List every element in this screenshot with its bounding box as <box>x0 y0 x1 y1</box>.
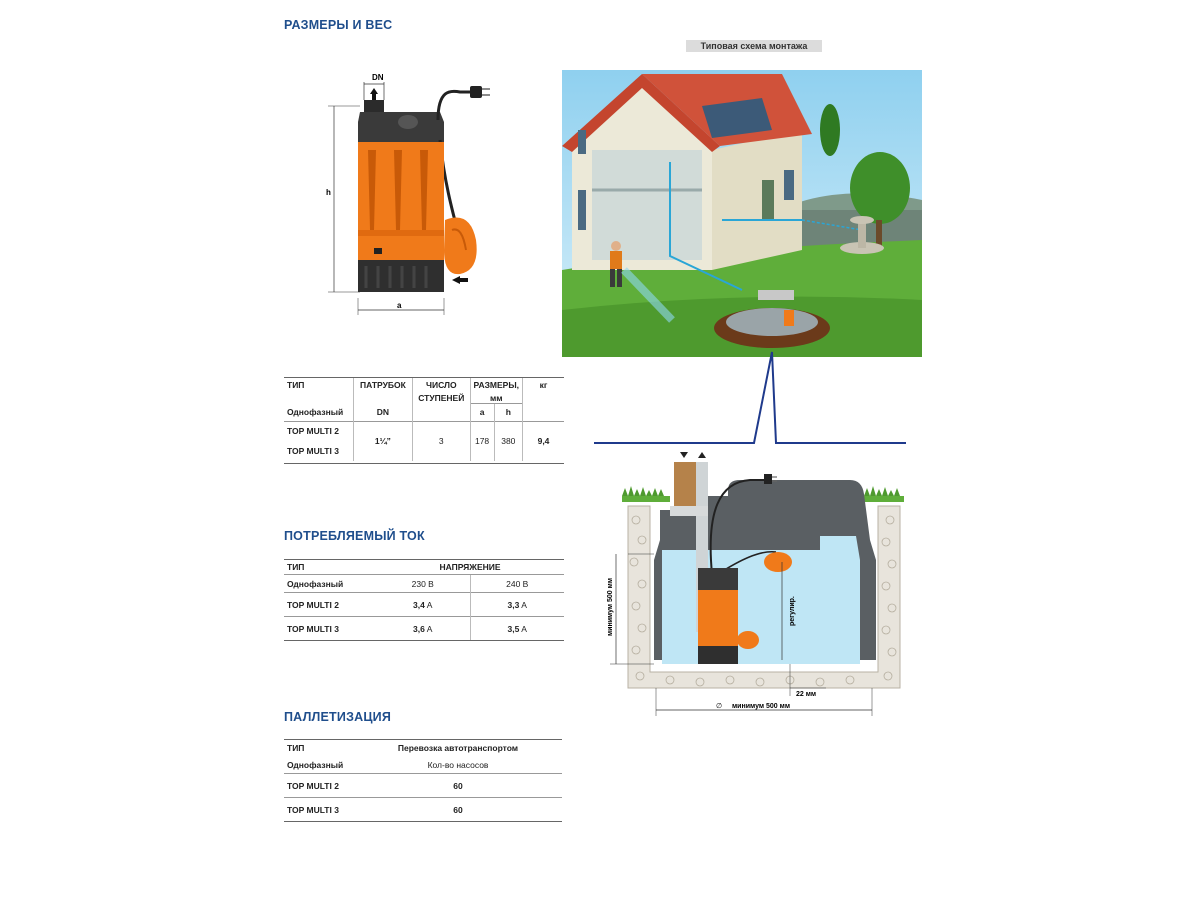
section-title-dimensions: РАЗМЕРЫ И ВЕС <box>284 18 393 32</box>
pal-col-transport: Перевозка автотранспортом <box>354 740 562 757</box>
dim-a-value: 178 <box>470 421 494 461</box>
cur-unit: A <box>521 623 527 634</box>
min-depth-label: минимум 500 мм <box>607 577 614 636</box>
cur-voltage-230: 230 В <box>376 575 470 593</box>
diameter-symbol: ∅ <box>716 703 723 710</box>
pal-row-qty: 60 <box>354 774 562 798</box>
current-table <box>284 559 564 641</box>
install-caption: Типовая схема монтажа <box>686 40 822 52</box>
pal-col-type: ТИП <box>284 740 354 757</box>
dim-stages-value: 3 <box>413 421 471 461</box>
cur-value: 3,3 <box>507 599 520 610</box>
dim-col-type: ТИП <box>284 378 353 393</box>
dim-col-size-2: мм <box>470 393 523 404</box>
dn-label: DN <box>372 73 384 82</box>
cur-value: 3,6 <box>413 623 425 634</box>
cur-unit: A <box>426 599 433 610</box>
section-title-pallet: ПАЛЛЕТИЗАЦИЯ <box>284 710 392 724</box>
dim-col-stages-2: СТУПЕНЕЙ <box>413 393 471 404</box>
cur-sub-phase: Однофазный <box>284 575 376 593</box>
a-label: a <box>397 301 402 310</box>
gap-label: 22 мм <box>796 691 817 698</box>
dim-sub-phase: Однофазный <box>287 406 344 417</box>
pump-dimension-drawing <box>320 70 500 315</box>
cur-value: 3,5 <box>507 623 520 634</box>
pallet-table <box>284 739 562 822</box>
pal-sub-qty: Кол-во насосов <box>427 759 489 770</box>
cur-col-type: ТИП <box>284 560 376 575</box>
dim-row-type: TOP MULTI 3 <box>287 446 339 456</box>
dimensions-table <box>284 377 564 464</box>
cur-row-type: TOP MULTI 3 <box>284 617 376 641</box>
pal-row-type: TOP MULTI 2 <box>284 774 354 798</box>
cur-row-type: TOP MULTI 2 <box>284 593 376 617</box>
pal-sub-phase: Однофазный <box>287 759 344 770</box>
dim-weight-value: 9,4 <box>523 421 564 461</box>
dim-sub-h: h <box>494 403 522 421</box>
dim-col-stages-1: ЧИСЛО <box>413 378 471 393</box>
cur-voltage-240: 240 В <box>470 575 564 593</box>
connector-lines <box>590 340 910 450</box>
cur-col-voltage: НАПРЯЖЕНИЕ <box>376 560 564 575</box>
dim-sub-dn: DN <box>353 403 412 421</box>
pal-row-qty: 60 <box>354 798 562 822</box>
dim-col-outlet: ПАТРУБОК <box>353 378 412 393</box>
tank-diagram <box>600 450 910 720</box>
h-label: h <box>326 188 331 197</box>
dim-h-value: 380 <box>494 421 522 461</box>
dim-row-type: TOP MULTI 2 <box>284 421 353 441</box>
dim-col-weight: кг <box>523 378 564 393</box>
pal-row-type: TOP MULTI 3 <box>284 798 354 822</box>
regul-label: регулир. <box>789 596 796 626</box>
cur-unit: A <box>521 599 527 610</box>
dim-outlet-value: 1¼” <box>353 421 412 461</box>
dim-col-size-1: РАЗМЕРЫ, <box>470 378 523 393</box>
dim-sub-a: a <box>470 403 494 421</box>
cur-value: 3,4 <box>413 599 425 610</box>
cur-unit: A <box>426 623 433 634</box>
section-title-current: ПОТРЕБЛЯЕМЫЙ ТОК <box>284 529 425 543</box>
house-illustration <box>562 70 922 357</box>
min-diameter-label: минимум 500 мм <box>732 703 791 710</box>
